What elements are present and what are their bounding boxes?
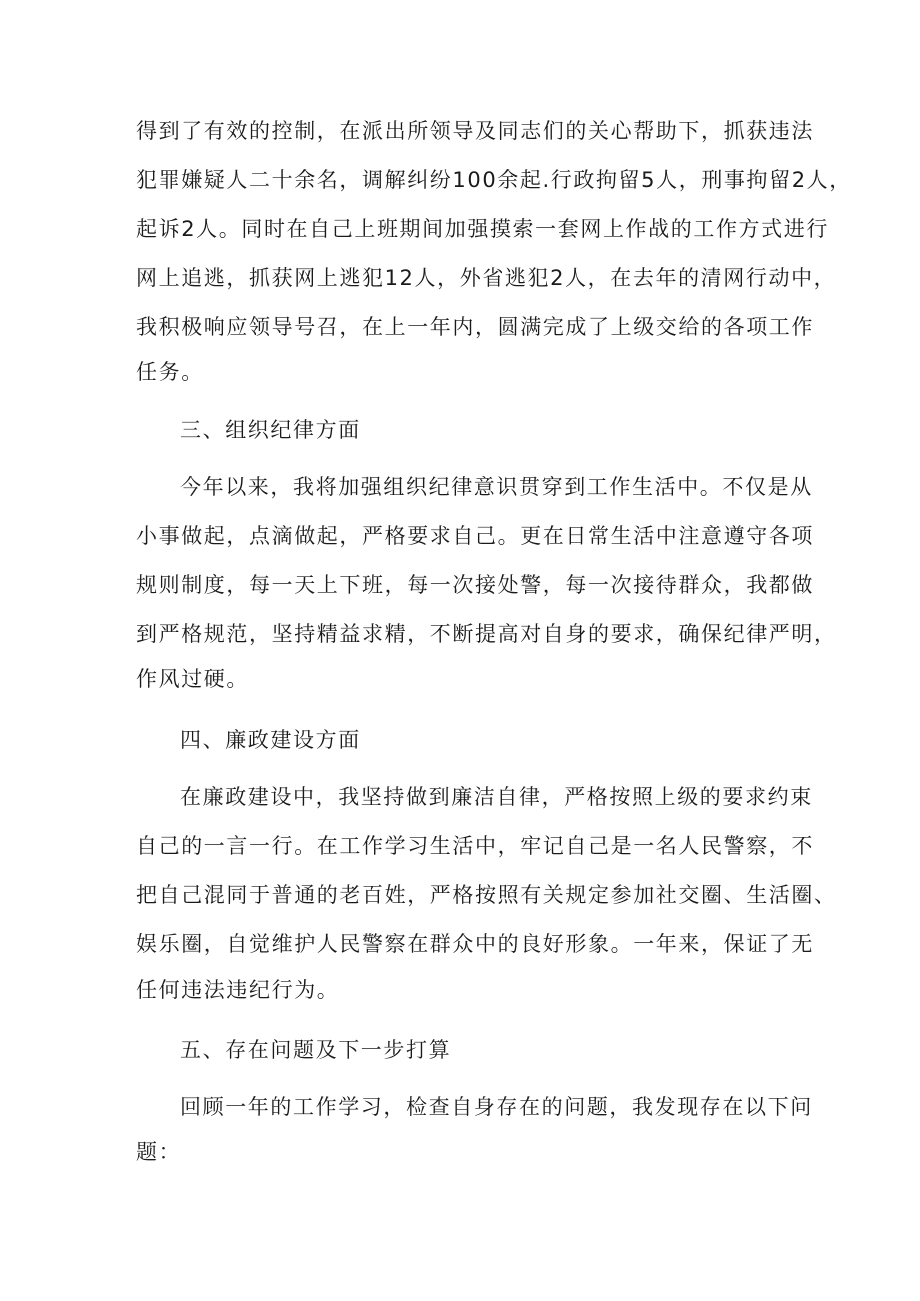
paragraph-line: 在廉政建设中，我坚持做到廉洁自律，严格按照上级的要求约束 — [180, 785, 813, 809]
section-heading-discipline: 三、组织纪律方面 — [180, 418, 361, 442]
paragraph-line: 得到了有效的控制，在派出所领导及同志们的关心帮助下，抓获违法 — [136, 119, 814, 143]
paragraph-line: 自己的一言一行。在工作学习生活中，牢记自己是一名人民警察，不 — [136, 834, 814, 858]
paragraph-line: 任务。 — [136, 360, 204, 384]
paragraph-line: 到严格规范，坚持精益求精，不断提高对自身的要求，确保纪律严明， — [136, 622, 837, 646]
paragraph-line: 作风过硬。 — [136, 667, 249, 691]
paragraph-line: 规则制度，每一天上下班，每一次接处警，每一次接待群众，我都做 — [136, 573, 814, 597]
section-heading-integrity: 四、廉政建设方面 — [180, 728, 361, 752]
paragraph-line: 娱乐圈，自觉维护人民警察在群众中的良好形象。一年来，保证了无 — [136, 932, 814, 956]
section-heading-problems: 五、存在问题及下一步打算 — [180, 1038, 452, 1062]
paragraph-line: 起诉2人。同时在自己上班期间加强摸索一套网上作战的工作方式进行 — [136, 217, 829, 241]
paragraph-line: 我积极响应领导号召，在上一年内，圆满完成了上级交给的各项工作 — [136, 315, 814, 339]
paragraph-line: 把自己混同于普通的老百姓，严格按照有关规定参加社交圈、生活圈、 — [136, 883, 837, 907]
paragraph-line: 今年以来，我将加强组织纪律意识贯穿到工作生活中。不仅是从 — [180, 475, 813, 499]
paragraph-line: 回顾一年的工作学习，检查自身存在的问题，我发现存在以下问 — [180, 1095, 813, 1119]
paragraph-line: 小事做起，点滴做起，严格要求自己。更在日常生活中注意遵守各项 — [136, 524, 814, 548]
paragraph-line: 题： — [136, 1140, 182, 1164]
paragraph-line: 网上追逃，抓获网上逃犯12人，外省逃犯2人，在去年的清网行动中， — [136, 266, 837, 290]
paragraph-line: 犯罪嫌疑人二十余名，调解纠纷100余起.行政拘留5人，刑事拘留2人， — [136, 168, 852, 192]
paragraph-line: 任何违法违纪行为。 — [136, 978, 340, 1002]
